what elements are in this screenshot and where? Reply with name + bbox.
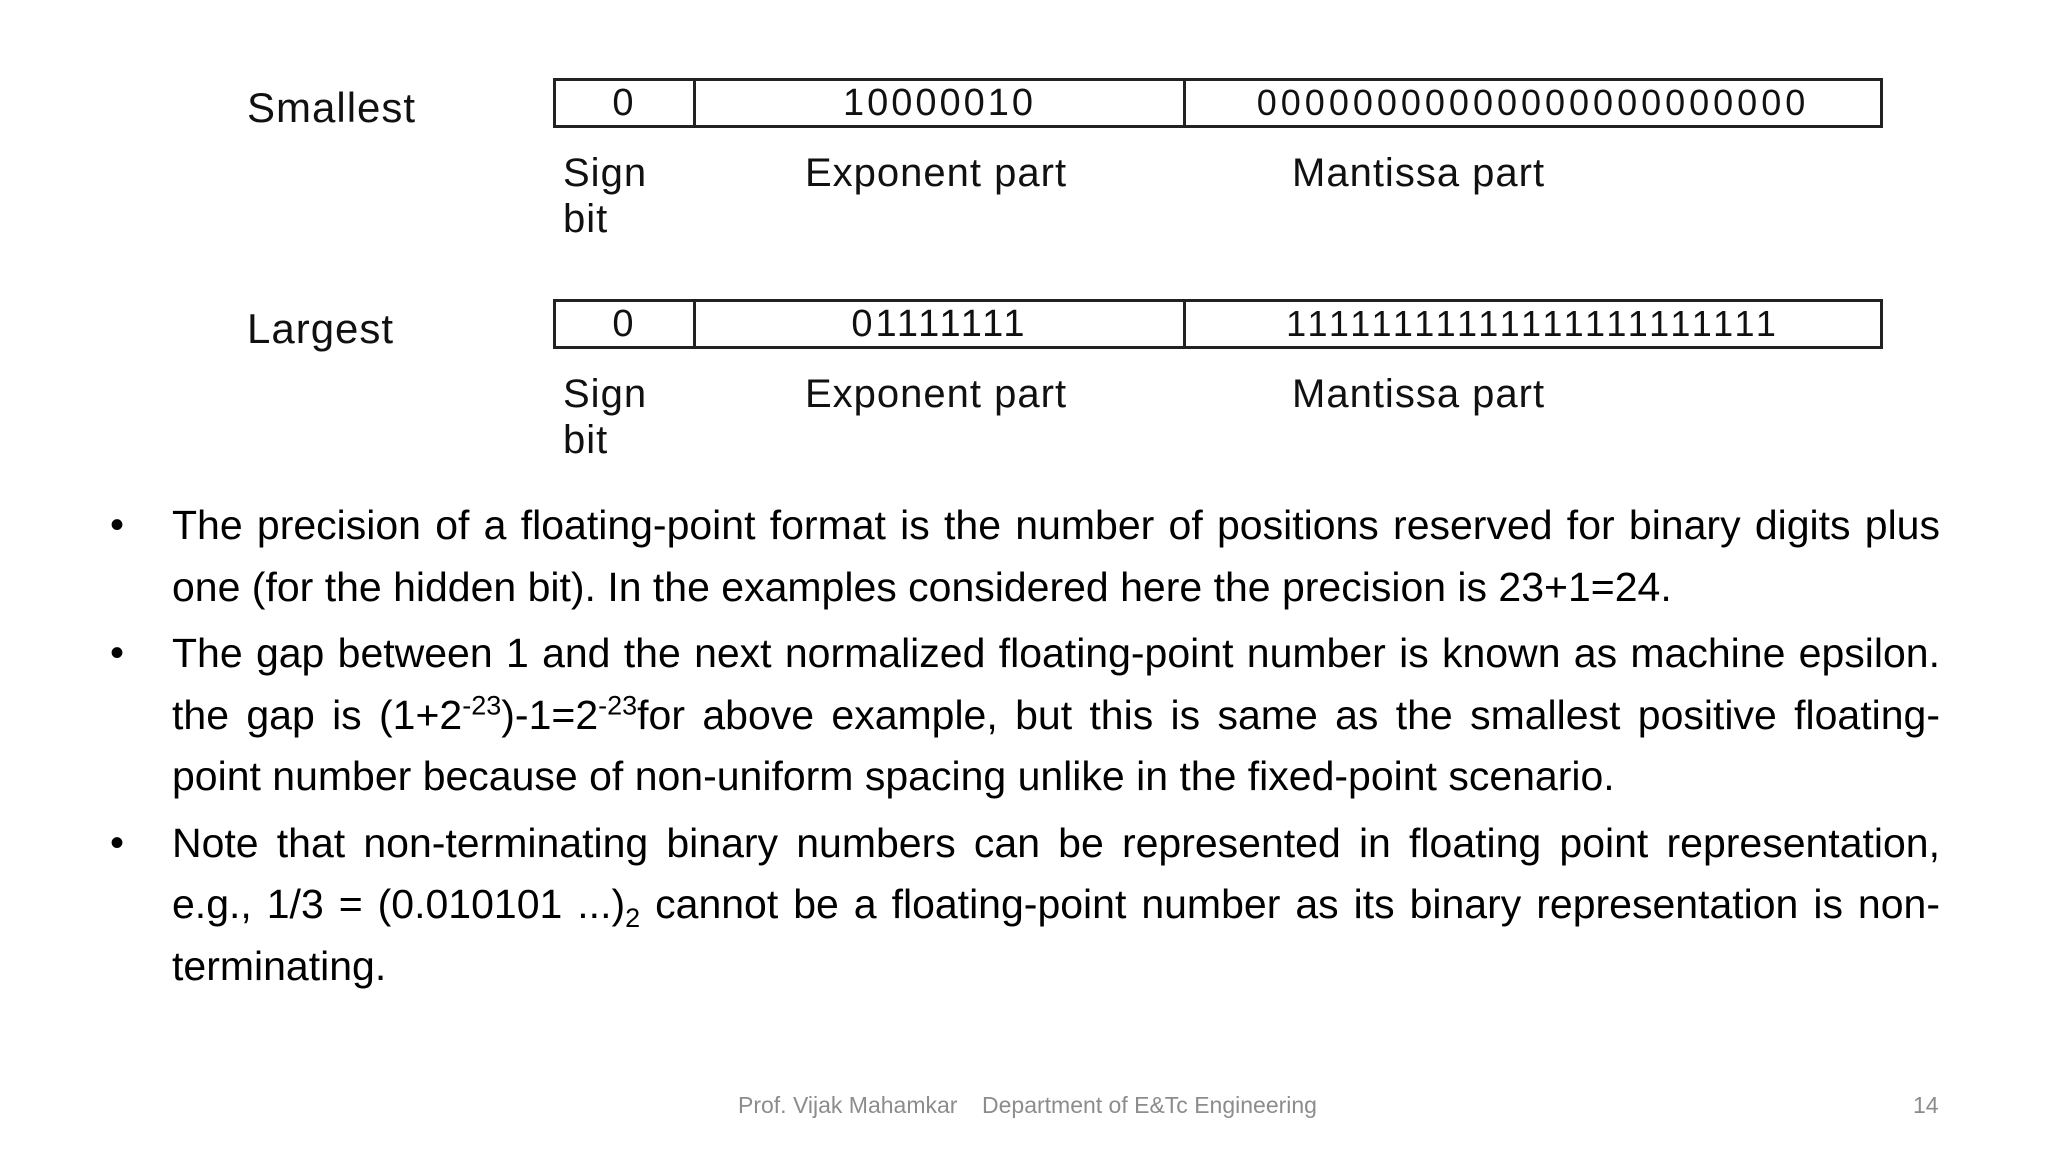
smallest-mantissa-label: Mantissa part (1292, 151, 1546, 195)
bullet-text-part2: )-1=2 (501, 691, 599, 738)
largest-exponent-cell: 01111111 (696, 302, 1186, 346)
largest-mantissa-cell: 11111111111111111111111 (1286, 303, 1780, 344)
bullet-text-part1: Note that non-terminating binary numbers can be represented in floating point representation, e.g., 1/3 = (0.010101 ...) (172, 819, 1940, 927)
superscript-exponent: -23 (598, 689, 638, 720)
smallest-sign-label (563, 150, 647, 242)
smallest-exponent-label: Exponent part (805, 151, 1068, 195)
largest-sign-cell: 0 (556, 302, 696, 346)
footer-page-number: 14 (1913, 1092, 1939, 1118)
bullet-text: The precision of a floating-point format is the number of positions reserved for binary digits plus one (for the hidden bit). In the examples considered here the precision is 23+1=24. (172, 502, 1940, 610)
largest-sign-label (563, 371, 647, 463)
bullet-item-non-terminating (110, 813, 1940, 998)
bullet-item-machine-epsilon (110, 623, 1940, 808)
smallest-exponent-cell: 10000010 (696, 81, 1186, 125)
largest-sign-label-line2: bit (563, 418, 609, 462)
subscript-base: 2 (625, 903, 641, 934)
superscript-exponent: -23 (462, 689, 502, 720)
bullet-dot: • (110, 503, 125, 547)
largest-mantissa-label: Mantissa part (1292, 372, 1546, 416)
bullet-dot: • (110, 631, 125, 675)
footer-department: Department of E&Tc Engineering (982, 1092, 1317, 1118)
bullet-text-part2: cannot be a floating-point number as its binary representation is non-terminating. (172, 881, 1940, 989)
smallest-sign-cell: 0 (556, 81, 696, 125)
bullet-list (110, 495, 1940, 1002)
footer-author: Prof. Vijak Mahamkar (738, 1092, 958, 1118)
bullet-text-part1: The gap between 1 and the next normalized floating-point number is known as machine epsilon. the gap is (1+2 (172, 630, 1940, 738)
largest-row-label: Largest (247, 305, 395, 352)
bullet-dot: • (110, 820, 125, 865)
largest-register (553, 299, 1883, 349)
smallest-sign-label-line2: bit (563, 197, 609, 241)
bullet-text-part3: for above example, but this is same as the smallest positive floating-point number because of non-uniform spacing unlike in the fixed-point scenario. (172, 691, 1940, 799)
smallest-row-label: Smallest (247, 84, 417, 131)
smallest-sign-label-line1: Sign (563, 151, 648, 195)
largest-sign-label-line1: Sign (563, 372, 648, 416)
smallest-register (553, 78, 1883, 128)
bullet-item-precision (110, 495, 1940, 618)
largest-exponent-label: Exponent part (805, 372, 1068, 416)
smallest-mantissa-cell: 00000000000000000000000 (1256, 82, 1810, 123)
